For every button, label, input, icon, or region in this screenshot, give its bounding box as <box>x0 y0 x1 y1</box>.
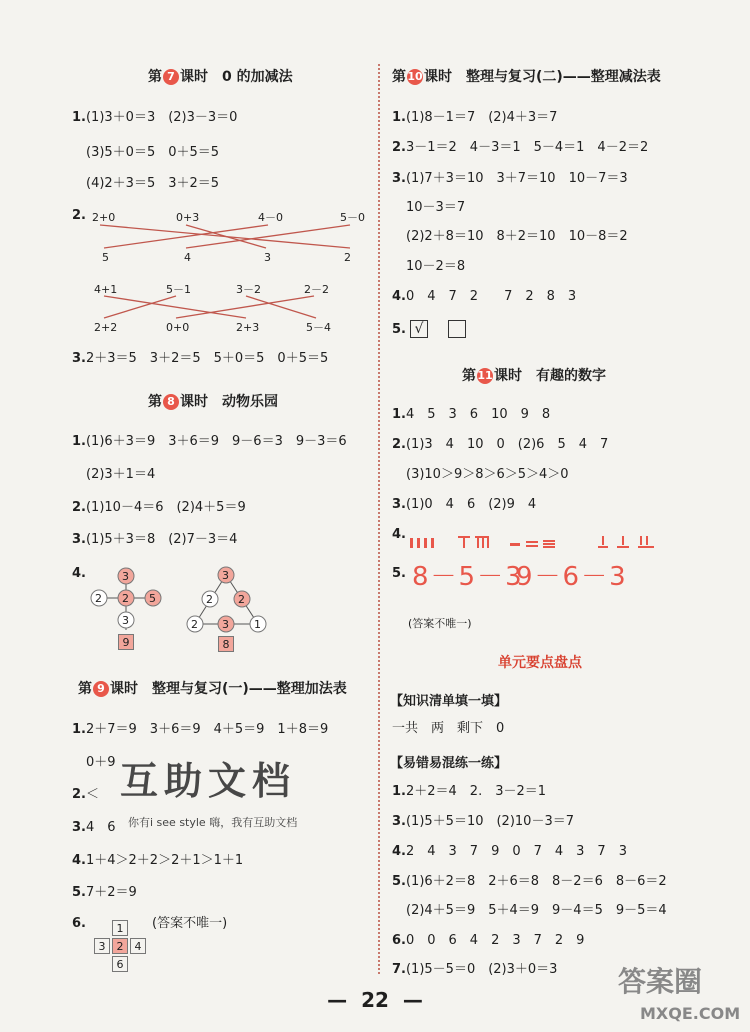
lesson-10-heading: 第10课时 整理与复习(二)——整理减法表 <box>392 69 661 85</box>
answer-line: 5.7＋2＝9 <box>72 885 137 900</box>
answer-line: 1.4 5 3 6 10 9 8 <box>392 407 551 422</box>
lesson-number-badge: 7 <box>163 69 179 85</box>
match-item: 3 <box>264 251 271 264</box>
knowledge-heading: 【知识清单填一填】 <box>390 694 508 709</box>
answer-line: 2.(1)10－4＝6 (2)4＋5＝9 <box>72 500 246 515</box>
grid-cell: 4 <box>130 938 146 954</box>
check-box-checked: √ <box>410 320 428 338</box>
figure-number: 3 <box>222 618 229 631</box>
answer-line: 2.(1)3 4 10 0 (2)6 5 4 7 <box>392 437 609 452</box>
question-number: 4. <box>72 566 86 581</box>
answer-line: 3.2＋3＝5 3＋2＝5 5＋0＝5 0＋5＝5 <box>72 351 329 366</box>
figure-number: 3 <box>122 570 129 583</box>
answer-line: 4.0 4 7 2 7 2 8 3 <box>392 289 577 304</box>
question-number: 2. <box>72 208 86 223</box>
answer-line: (2)2＋8＝10 8＋2＝10 10－8＝2 <box>406 229 628 244</box>
counting-rod-figure <box>0 0 260 24</box>
lesson-prefix: 第 <box>148 69 162 85</box>
grid-cell: 3 <box>94 938 110 954</box>
match-item: 0+3 <box>176 211 200 224</box>
question-number: 4. <box>392 527 406 542</box>
match-item: 2 <box>344 251 351 264</box>
answer-line: 10－3＝7 <box>406 200 466 215</box>
match-item: 2+2 <box>94 321 118 334</box>
answer-line: 一共 两 剩下 0 <box>392 721 505 736</box>
figure-number: 2 <box>191 618 198 631</box>
answer-line: 4.1＋4＞2＋2＞2＋1＞1＋1 <box>72 853 244 868</box>
answer-line: 1.2＋7＝9 3＋6＝9 4＋5＝9 1＋8＝9 <box>72 722 329 737</box>
unit-summary-title: 单元要点盘点 <box>498 655 582 671</box>
answer-line: 4.2 4 3 7 9 0 7 4 3 7 3 <box>392 844 627 859</box>
match-item: 2－2 <box>304 283 329 296</box>
match-item: 2+3 <box>236 321 260 334</box>
digit-sequence: 9－6－3 <box>516 562 628 592</box>
answer-line: 2.＜ <box>72 787 99 802</box>
answer-line: 6.0 0 6 4 2 3 7 2 9 <box>392 933 585 948</box>
figure-number: 2 <box>122 592 129 605</box>
answer-line: 0＋9 <box>86 755 116 770</box>
question-number: 5. <box>392 566 406 581</box>
corner-url: MXQE.COM <box>640 1004 741 1023</box>
answer-line: 1.(1)3＋0＝3 (2)3－3＝0 <box>72 110 238 125</box>
question-number: 6. <box>72 916 86 931</box>
answer-line: 3.(1)5＋3＝8 (2)7－3＝4 <box>72 532 238 547</box>
match-item: 5－1 <box>166 283 191 296</box>
digit-sequence: 8－5－3 <box>412 562 524 592</box>
figure-number: 3 <box>122 614 129 627</box>
answer-line: (2)4＋5＝9 5＋4＝9 9－4＝5 9－5＝4 <box>406 903 667 918</box>
answer-line: 5.(1)6＋2＝8 2＋6＝8 8－2＝6 8－6＝2 <box>392 874 667 889</box>
lesson-9-heading: 第 9 课时 整理与复习(一)——整理加法表 <box>78 681 347 697</box>
match-item: 4 <box>184 251 191 264</box>
answer-line: (3)10＞9＞8＞6＞5＞4＞0 <box>406 467 569 482</box>
match-item: 5－0 <box>340 211 365 224</box>
grid-cell: 1 <box>112 920 128 936</box>
answer-line: 7.(1)5－5＝0 (2)3＋0＝3 <box>392 962 558 977</box>
lesson-number-badge: 8 <box>163 394 179 410</box>
answer-line: 3.(1)5＋5＝10 (2)10－3＝7 <box>392 814 574 829</box>
answer-line: 10－2＝8 <box>406 259 466 274</box>
answer-line: 3.(1)7＋3＝10 3＋7＝10 10－7＝3 <box>392 171 628 186</box>
figure-number: 3 <box>222 569 229 582</box>
watermark-logo: 互助文档 <box>120 759 297 803</box>
match-item: 5 <box>102 251 109 264</box>
figure-sum-box: 9 <box>118 634 134 650</box>
answer-line: 3.4 6 <box>72 820 116 835</box>
match-item: 4+1 <box>94 283 118 296</box>
match-item: 2+0 <box>92 211 116 224</box>
answer-line: (3)5＋0＝5 0＋5＝5 <box>86 145 220 160</box>
lesson-number-badge: 9 <box>93 681 109 697</box>
answer-note: (答案不唯一) <box>152 916 228 931</box>
figure-sum-box: 8 <box>218 636 234 652</box>
lesson-7-heading <box>148 68 293 86</box>
watermark-caption: 你有i see style 嗨，我有互助文档 <box>128 816 298 829</box>
match-item: 0+0 <box>166 321 190 334</box>
answer-note: (答案不唯一) <box>408 617 472 630</box>
grid-cell: 6 <box>112 956 128 972</box>
figure-number: 2 <box>238 593 245 606</box>
column-divider <box>378 64 380 974</box>
answer-line: 1.(1)6＋3＝9 3＋6＝9 9－6＝3 9－3＝6 <box>72 434 347 449</box>
corner-logo: 答案圈 <box>618 965 703 998</box>
grid-cell: 2 <box>112 938 128 954</box>
answer-line: (2)3＋1＝4 <box>86 467 156 482</box>
match-item: 3－2 <box>236 283 261 296</box>
figure-number: 1 <box>254 618 261 631</box>
page-number: — 22 — <box>327 988 423 1012</box>
lesson-title: 课时 0 的加减法 <box>180 69 293 85</box>
figure-number: 5 <box>149 592 156 605</box>
answer-line: (4)2＋3＝5 3＋2＝5 <box>86 176 220 191</box>
check-box-empty <box>448 320 466 338</box>
answer-line: 1.2＋2＝4 2. 3－2＝1 <box>392 784 547 799</box>
lesson-11-heading: 第11课时 有趣的数字 <box>462 368 606 384</box>
answer-line: 1.(1)8－1＝7 (2)4＋3＝7 <box>392 110 558 125</box>
figure-number: 2 <box>95 592 102 605</box>
lesson-number-badge: 11 <box>477 369 493 382</box>
match-item: 5－4 <box>306 321 331 334</box>
question-number: 5. <box>392 322 406 337</box>
answer-line: 3.(1)0 4 6 (2)9 4 <box>392 497 537 512</box>
mistake-heading: 【易错易混练一练】 <box>390 756 508 771</box>
figure-number: 2 <box>206 593 213 606</box>
match-item: 4－0 <box>258 211 283 224</box>
lesson-number-badge: 10 <box>407 70 423 83</box>
answer-line: 2.3－1＝2 4－3＝1 5－4＝1 4－2＝2 <box>392 140 649 155</box>
lesson-8-heading: 第 8 课时 动物乐园 <box>148 394 278 410</box>
